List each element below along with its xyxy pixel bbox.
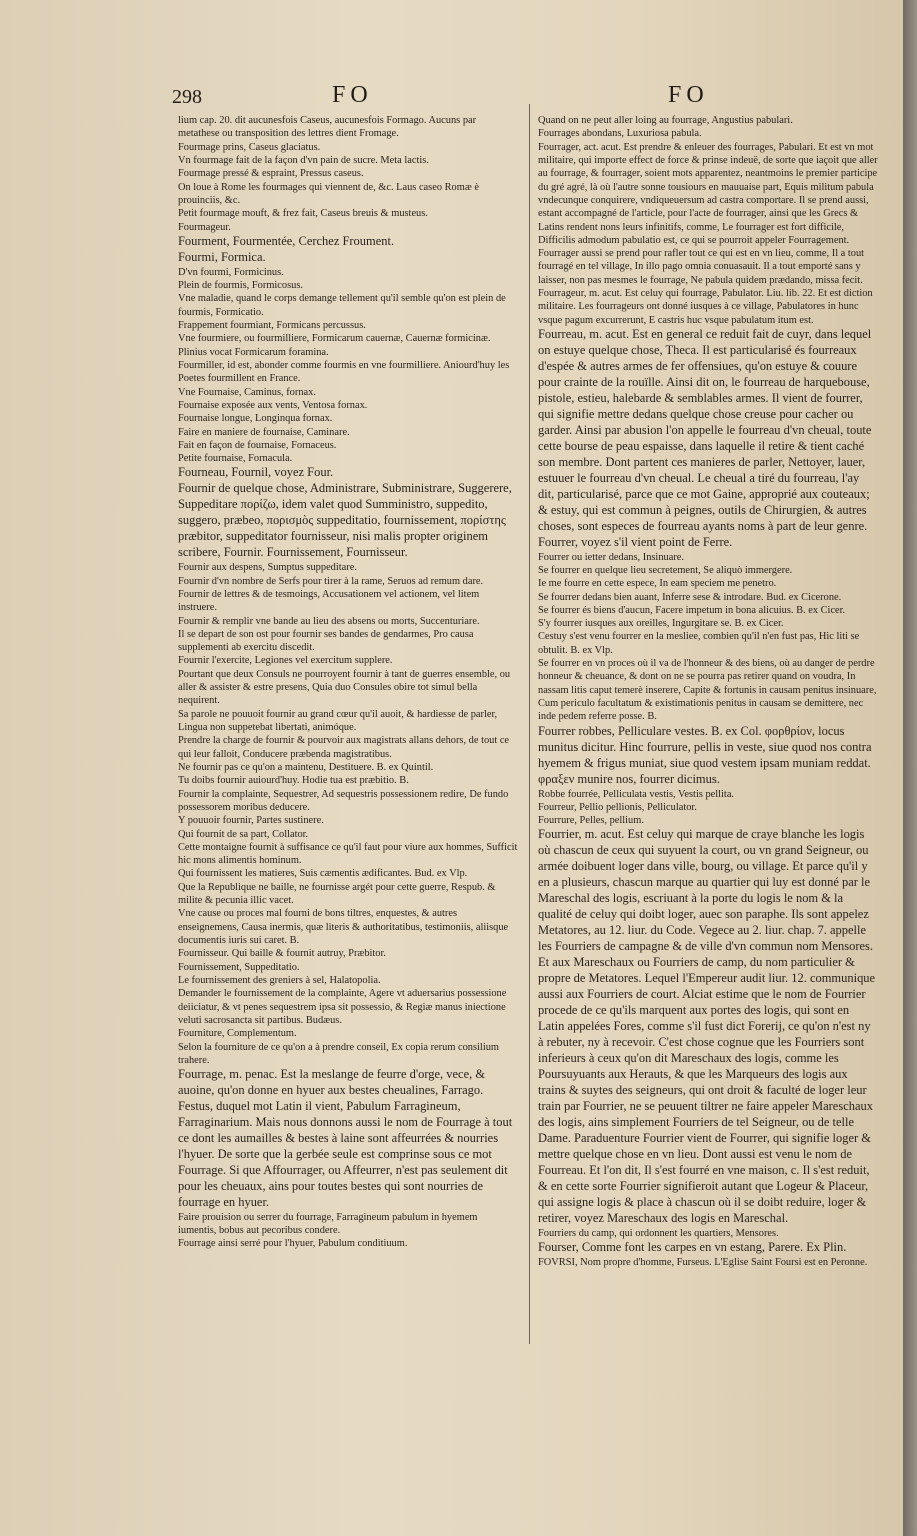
dictionary-entry: Cestuy s'est venu fourrer en la mesliee, combien qu'il n'en fust pas, Hic liti se obtulit. B. ex Vlp. — [538, 631, 860, 656]
dictionary-entry: Fourrage ainsi serré pour l'hyuer, Pabulum conditiuum. — [178, 1238, 408, 1250]
dictionary-entry: Fournissement, Suppeditatio. — [178, 961, 300, 973]
left-running-head: FO — [332, 82, 373, 108]
dictionary-entry: Prendre la charge de fournir & pourvoir aux magistrats allans dehors, de tout ce qui leur falloit, Conducere præbenda magistratibus. — [178, 735, 510, 760]
dictionary-entry: Tu doibs fournir auiourd'huy. Hodie tua est præbitio. B. — [178, 775, 409, 787]
dictionary-entry: Le fournissement des greniers à sel, Halatopolia. — [178, 974, 381, 986]
dictionary-entry: Fourmageur. — [178, 221, 231, 233]
dictionary-entry: Faire prouision ou serrer du fourrage, Farragineum pabulum in hyemem iumentis, bobus aut pecoribus condere. — [178, 1211, 478, 1237]
dictionary-entry: Fournaise longue, Longinqua fornax. — [178, 413, 333, 425]
dictionary-entry: Faire en maniere de fournaise, Caminare. — [178, 426, 350, 438]
dictionary-entry: Fourrer ou ietter dedans, Insinuare. — [538, 551, 684, 563]
dictionary-entry: Y pouuoir fournir, Partes sustinere. — [178, 815, 324, 827]
dictionary-entry: Demander le fournissement de la complainte, Agere vt aduersarius possessione deiiciatur, & vt penes sequestrem ipsa sit possessio, & Regiæ manus iniectione veluti sacrosancta sit partibus. Budæus. — [178, 988, 507, 1026]
dictionary-entry: Fourrage, m. penac. Est la meslange de feurre d'orge, vece, & auoine, qu'on donne en hyuer aux bestes cheualines, Farrago. Festus, duquel mot Latin il vient, Pabulum Farragineum, Farraginarium. Mais nous donnons aussi le nom de Fourrage à tout ce dont les aumailles & bestes à laine sont affeurrées & nourries l'hyuer. De sorte que la gerbée seule est comprinse sous ce mot Fourrage. Si que Affourrager, ou Affeurrer, n'est pas seulement dit pour les cheuaux, ains pour toutes bestes qui sont nourries de fourrage en hyuer. — [178, 1067, 513, 1209]
dictionary-entry: Fourrer robbes, Pelliculare vestes. B. ex Col. φορθρίον, locus munitus dicitur. Hinc fourrure, pellis in veste, siue quod nos contra hyemem & frigus muniat, siue quod vestem ipsam muniam reddat. φραξεν munire nos, fourrer dicimus. — [538, 723, 872, 786]
dictionary-entry: Fournir de lettres & de tesmoings, Accusationem vel actionem, vel litem instruere. — [178, 588, 480, 614]
dictionary-entry: Se fourrer en quelque lieu secretement, Se aliquò immergere. — [538, 564, 793, 576]
dictionary-entry: Qui fournissent les matieres, Suis cæmentis ædificantes. Bud. ex Vlp. — [178, 868, 468, 880]
dictionary-entry: Fait en façon de fournaise, Fornaceus. — [178, 439, 337, 451]
dictionary-entry: Fourreau, m. acut. Est en general ce reduit fait de cuyr, dans lequel on estuye quelque chose, Theca. Il est particularisé és fourreaux d'espée & autres armes de fer offensiues, qu'on estuye & couure pour crainte de la rouïlle. Ainsi dit on, le fourreau de harquebouse, pistole, estieu, halebarde & semblables armes. Il vient de fourrer, qui signifie mettre dedans quelque chose creuse pour cacher ou garder. Ainsi par abusion l'on appelle le fourreau d'vn cheual, toute cette bourse de peau espaisse, dans laquelle il retire & tient caché son membre. Dont partent ces manieres de parler, Nettoyer, lauer, estuuer le fourreau d'vn cheual. Le cheual a tiré du fourreau, l'ay dit, particularisé, parce que ce mot Gaine, approprié aux couteaux; & estuy, qui est commun à peignes, outils de Chirurgien, & autres choses, sont especes de fourreau ayants noms à part de leur genre. — [538, 327, 872, 533]
dictionary-entry: Selon la fourniture de ce qu'on a à prendre conseil, Ex copia rerum consilium trahere. — [178, 1041, 499, 1066]
dictionary-entry: Se fourrer és biens d'aucun, Facere impetum in bona alicuius. B. ex Cicer. — [538, 604, 846, 616]
dictionary-entry: Ie me fourre en cette espece, In eam speciem me penetro. — [538, 578, 777, 590]
dictionary-entry: Fournir l'exercite, Legiones vel exercitum supplere. — [178, 655, 393, 667]
dictionary-entry: Sa parole ne pouuoit fournir au grand cœur qu'il auoit, & hardiesse de parler, Lingua non suppetebat libertati, animóque. — [178, 708, 498, 733]
dictionary-entry: Se fourrer dedans bien auant, Inferre sese & introdare. Bud. ex Cicerone. — [538, 591, 842, 603]
dictionary-entry: Quand on ne peut aller loing au fourrage, Angustius pabulari. — [538, 115, 793, 126]
dictionary-entry: Fourriers du camp, qui ordonnent les quartiers, Mensores. — [538, 1227, 779, 1239]
dictionary-entry: lium cap. 20. dit aucunesfois Caseus, aucunesfois Formago. Aucuns par metathese ou transposition des lettres dient Fromage. — [178, 115, 477, 140]
dictionary-entry: Fourreur, Pellio pellionis, Pelliculator. — [538, 801, 697, 813]
dictionary-entry: FOVRSI, Nom propre d'homme, Furseus. L'Eglise Saint Foursi est en Peronne. — [538, 1256, 868, 1268]
dictionary-entry: Pourtant que deux Consuls ne pourroyent fournir à tant de guerres ensemble, ou aller & assister & estre presens, Quia duo Consules obire tot simul bella nequirent. — [178, 668, 511, 707]
dictionary-entry: Fourrure, Pelles, pellium. — [538, 815, 644, 827]
right-running-head: FO — [668, 82, 709, 108]
dictionary-entry: Vne fourmiere, ou fourmilliere, Formicarum cauernæ, Cauernæ formicinæ. Plinius vocat Formicarum foramina. — [178, 333, 491, 358]
dictionary-entry: Frappement fourmiant, Formicans percussus. — [178, 320, 366, 331]
dictionary-entry: Fourrageur, m. acut. Est celuy qui fourrage, Pabulator. Liu. lib. 22. Et est diction militaire. Les fourrageurs ont donné iusques à ce village, Pabulatores in hunc vsque pagum excurrerunt, E castris huc vsque pabulatum itum est. — [538, 288, 873, 326]
right-column — [538, 114, 878, 1269]
dictionary-entry: Fournir & remplir vne bande au lieu des absens ou morts, Succenturiare. — [178, 615, 480, 627]
dictionary-entry: Petit fourmage mouft, & frez fait, Caseus breuis & musteus. — [178, 208, 428, 220]
dictionary-entry: Vne maladie, quand le corps demange tellement qu'il semble qu'on est plein de fourmis, Formicatio. — [178, 293, 506, 318]
dictionary-entry: Fournaise exposée aux vents, Ventosa fornax. — [178, 399, 368, 411]
dictionary-entry: Que la Republique ne baille, ne fournisse argét pour cette guerre, Respub. & milite & pecunia illic vacet. — [178, 881, 496, 907]
dictionary-entry: Fourrager, act. acut. Est prendre & enleuer des fourrages, Pabulari. Et est vn mot militaire, qui importe effect de force & prinse indeuë, de sorte que iaçoit que aller au fourrage, & fourrager, soient mots apparentez, neantmoins le premier participe du gré agré, là où l'autre sonne tousiours en mauuaise part, Equis militum pabula vndecunque conquirere, vndiqueuersum ad castra comportare. Il se prend aussi, estant accompagné de l'article, pour l'acte de fourrager, ainsi que les Grecs & Latins rendent nons leurs infinitifs, comme, Le fourrager est fort difficile, Difficilis admodum pabulatio est, ce qui se pourroit appeler Fourragement. Fourrager aussi se prend pour rafler tout ce qui est en vn lieu, comme, Il a tout fourragé en tel village, In illo pago omnia conuasauit. Il a tout emporté sans y laisser, non pas mesmes le fourrage, Ne pabula quidem prædando, missa fecit. — [538, 141, 878, 286]
dictionary-entry: Fourrer, voyez s'il vient point de Ferre. — [538, 534, 733, 549]
dictionary-entry: Robbe fourrée, Pelliculata vestis, Vestis pellita. — [538, 788, 735, 800]
dictionary-entry: Fourniture, Complementum. — [178, 1028, 297, 1040]
dictionary-entry: Qui fournit de sa part, Collator. — [178, 828, 309, 840]
dictionary-entry: On loue à Rome les fourmages qui viennent de, &c. Laus caseo Romæ è prouinciis, &c. — [178, 181, 479, 206]
dictionary-entry: Vne cause ou proces mal fourni de bons tiltres, enquestes, & autres enseignemens, Causa inermis, quæ literis & authoritatibus, testimoniis, aliisque documentis iuris sui caret. B. — [178, 908, 509, 946]
dictionary-entry: Fourneau, Fournil, voyez Four. — [178, 465, 334, 480]
dictionary-entry: Fourser, Comme font les carpes en vn estang, Parere. Ex Plin. — [538, 1239, 847, 1254]
dictionary-entry: Se fourrer en vn proces où il va de l'honneur & des biens, où au danger de perdre honneur & cheuance, & dont on ne se pourra pas retirer quand on voudra, In nassam litis caput temerè inserere, Capite & fortunis in causam penitus insinuare, Cum periculo facultatum & existimationis penitus in causam se demittere, nec inde pedem referre posse. B. — [538, 658, 877, 723]
dictionary-entry: Fourmiller, id est, abonder comme fourmis en vne fourmilliere. Aniourd'huy les Poetes fourmillent en France. — [178, 359, 510, 385]
page-edge — [903, 0, 917, 1536]
dictionary-entry: Vne Fournaise, Caminus, fornax. — [178, 386, 316, 398]
dictionary-entry: Petite fournaise, Fornacula. — [178, 453, 293, 465]
dictionary-entry: Fourrages abondans, Luxuriosa pabula. — [538, 128, 702, 140]
dictionary-entry: Fournir d'vn nombre de Serfs pour tirer à la rame, Seruos ad remum dare. — [178, 575, 484, 587]
dictionary-entry: Cette montaigne fournit à suffisance ce qu'il faut pour viure aux hommes, Sufficit hic mons alimentis hominum. — [178, 841, 518, 867]
left-column — [178, 114, 518, 1251]
dictionary-entry: Fourmage prins, Caseus glaciatus. — [178, 141, 321, 153]
dictionary-entry: Plein de fourmis, Formicosus. — [178, 280, 303, 292]
column-divider — [529, 104, 530, 1344]
dictionary-entry: Fourrier, m. acut. Est celuy qui marque de craye blanche les logis où chascun de ceux qui suyuent la court, ou vn grand Seigneur, ou armée doibuent loger dans ville, bourg, ou village. Et parce qu'il y en a plusieurs, chascun marque au quartier qui luy est donné par le Mareschal des logis, escriuant à la porte du logis le nom & la qualité de celuy qui doibt loger, auec son paraphe. Ils sont appelez Metatores, au 12. liur. du Code. Vegece au 2. liur. chap. 7. appelle les Fourriers de campagne & de ville d'vn commun nom Mensores. Et aux Mareschaux ou Fourriers de camp, du nom particulier & propre de Metatores. Lequel l'Empereur audit liur. 12. communique aussi aux Fourriers de court. Alciat estime que le nom de Fourrier procede de ce qu'ils marquent aux portes des logis, qui sont en Latin appelées Fores, comme s'il fust dict Forerij, ce qu'on n'est ny à rebuter, ny à recevoir. C'est chose cognue que les Fourriers sont inferieurs à ceux qu'on dit Mareschaux des logis, comme les Poursuyuants aux Herauts, & que les Marqueurs des logis aux trains & suytes des seigneurs, qui ont droit & faculté de loger leur train par Fourrier, ne se peuuent tiltrer ne faire appeler Mareschaux des logis, ains simplement Fourriers de tel Seigneur, ou de telle Dame. Paraduenture Fourrier vient de Fourrer, qui signifie loger & mettre quelque chose en vn lieu. Dont aussi est venu le nom de Fourreau. Et l'on dit, Il s'est fourré en vne maison, c. Il s'est reduit, & en cette sorte Fourrier signifieroit autant que Logeur & Placeur, qui assigne logis & place à chascun où il se doibt reduire, loger & retirer, voyez Mareschaux des logis en Mareschal. — [538, 827, 876, 1225]
dictionary-entry: Fourment, Fourmentée, Cerchez Froument. — [178, 233, 395, 248]
page-number: 298 — [172, 86, 202, 108]
dictionary-entry: Fournir de quelque chose, Administrare, Subministrare, Suggerere, Suppeditare πορίζω, idem valet quod Sumministro, suppedito, suggero, præbeo, πορισμὸς suppeditatio, fournissement, πορίστης præbitor, suppeditator fournisseur, nisi malis propter originem scribere, Fournir. Fournissement, Fournisseur. — [178, 481, 512, 560]
dictionary-entry: Fourmage pressé & espraint, Pressus caseus. — [178, 168, 364, 180]
dictionary-entry: S'y fourrer iusques aux oreilles, Ingurgitare se. B. ex Cicer. — [538, 618, 784, 630]
dictionary-entry: Ne fournir pas ce qu'on a maintenu, Destituere. B. ex Quintil. — [178, 761, 434, 773]
dictionary-entry: Vn fourmage fait de la façon d'vn pain de sucre. Meta lactis. — [178, 154, 429, 166]
dictionary-entry: Fournir la complainte, Sequestrer, Ad sequestris possessionem redire, De fundo possessorem moribus deducere. — [178, 788, 509, 813]
dictionary-entry: D'vn fourmi, Formicinus. — [178, 266, 284, 278]
dictionary-entry: Fournisseur. Qui baille & fournit autruy, Præbitor. — [178, 948, 386, 960]
dictionary-entry: Fournir aux despens, Sumptus suppeditare. — [178, 562, 357, 574]
dictionary-entry: Il se depart de son ost pour fournir ses bandes de gendarmes, Pro causa supplementi ab exercitu discedit. — [178, 628, 474, 654]
dictionary-entry: Fourmi, Formica. — [178, 249, 266, 264]
